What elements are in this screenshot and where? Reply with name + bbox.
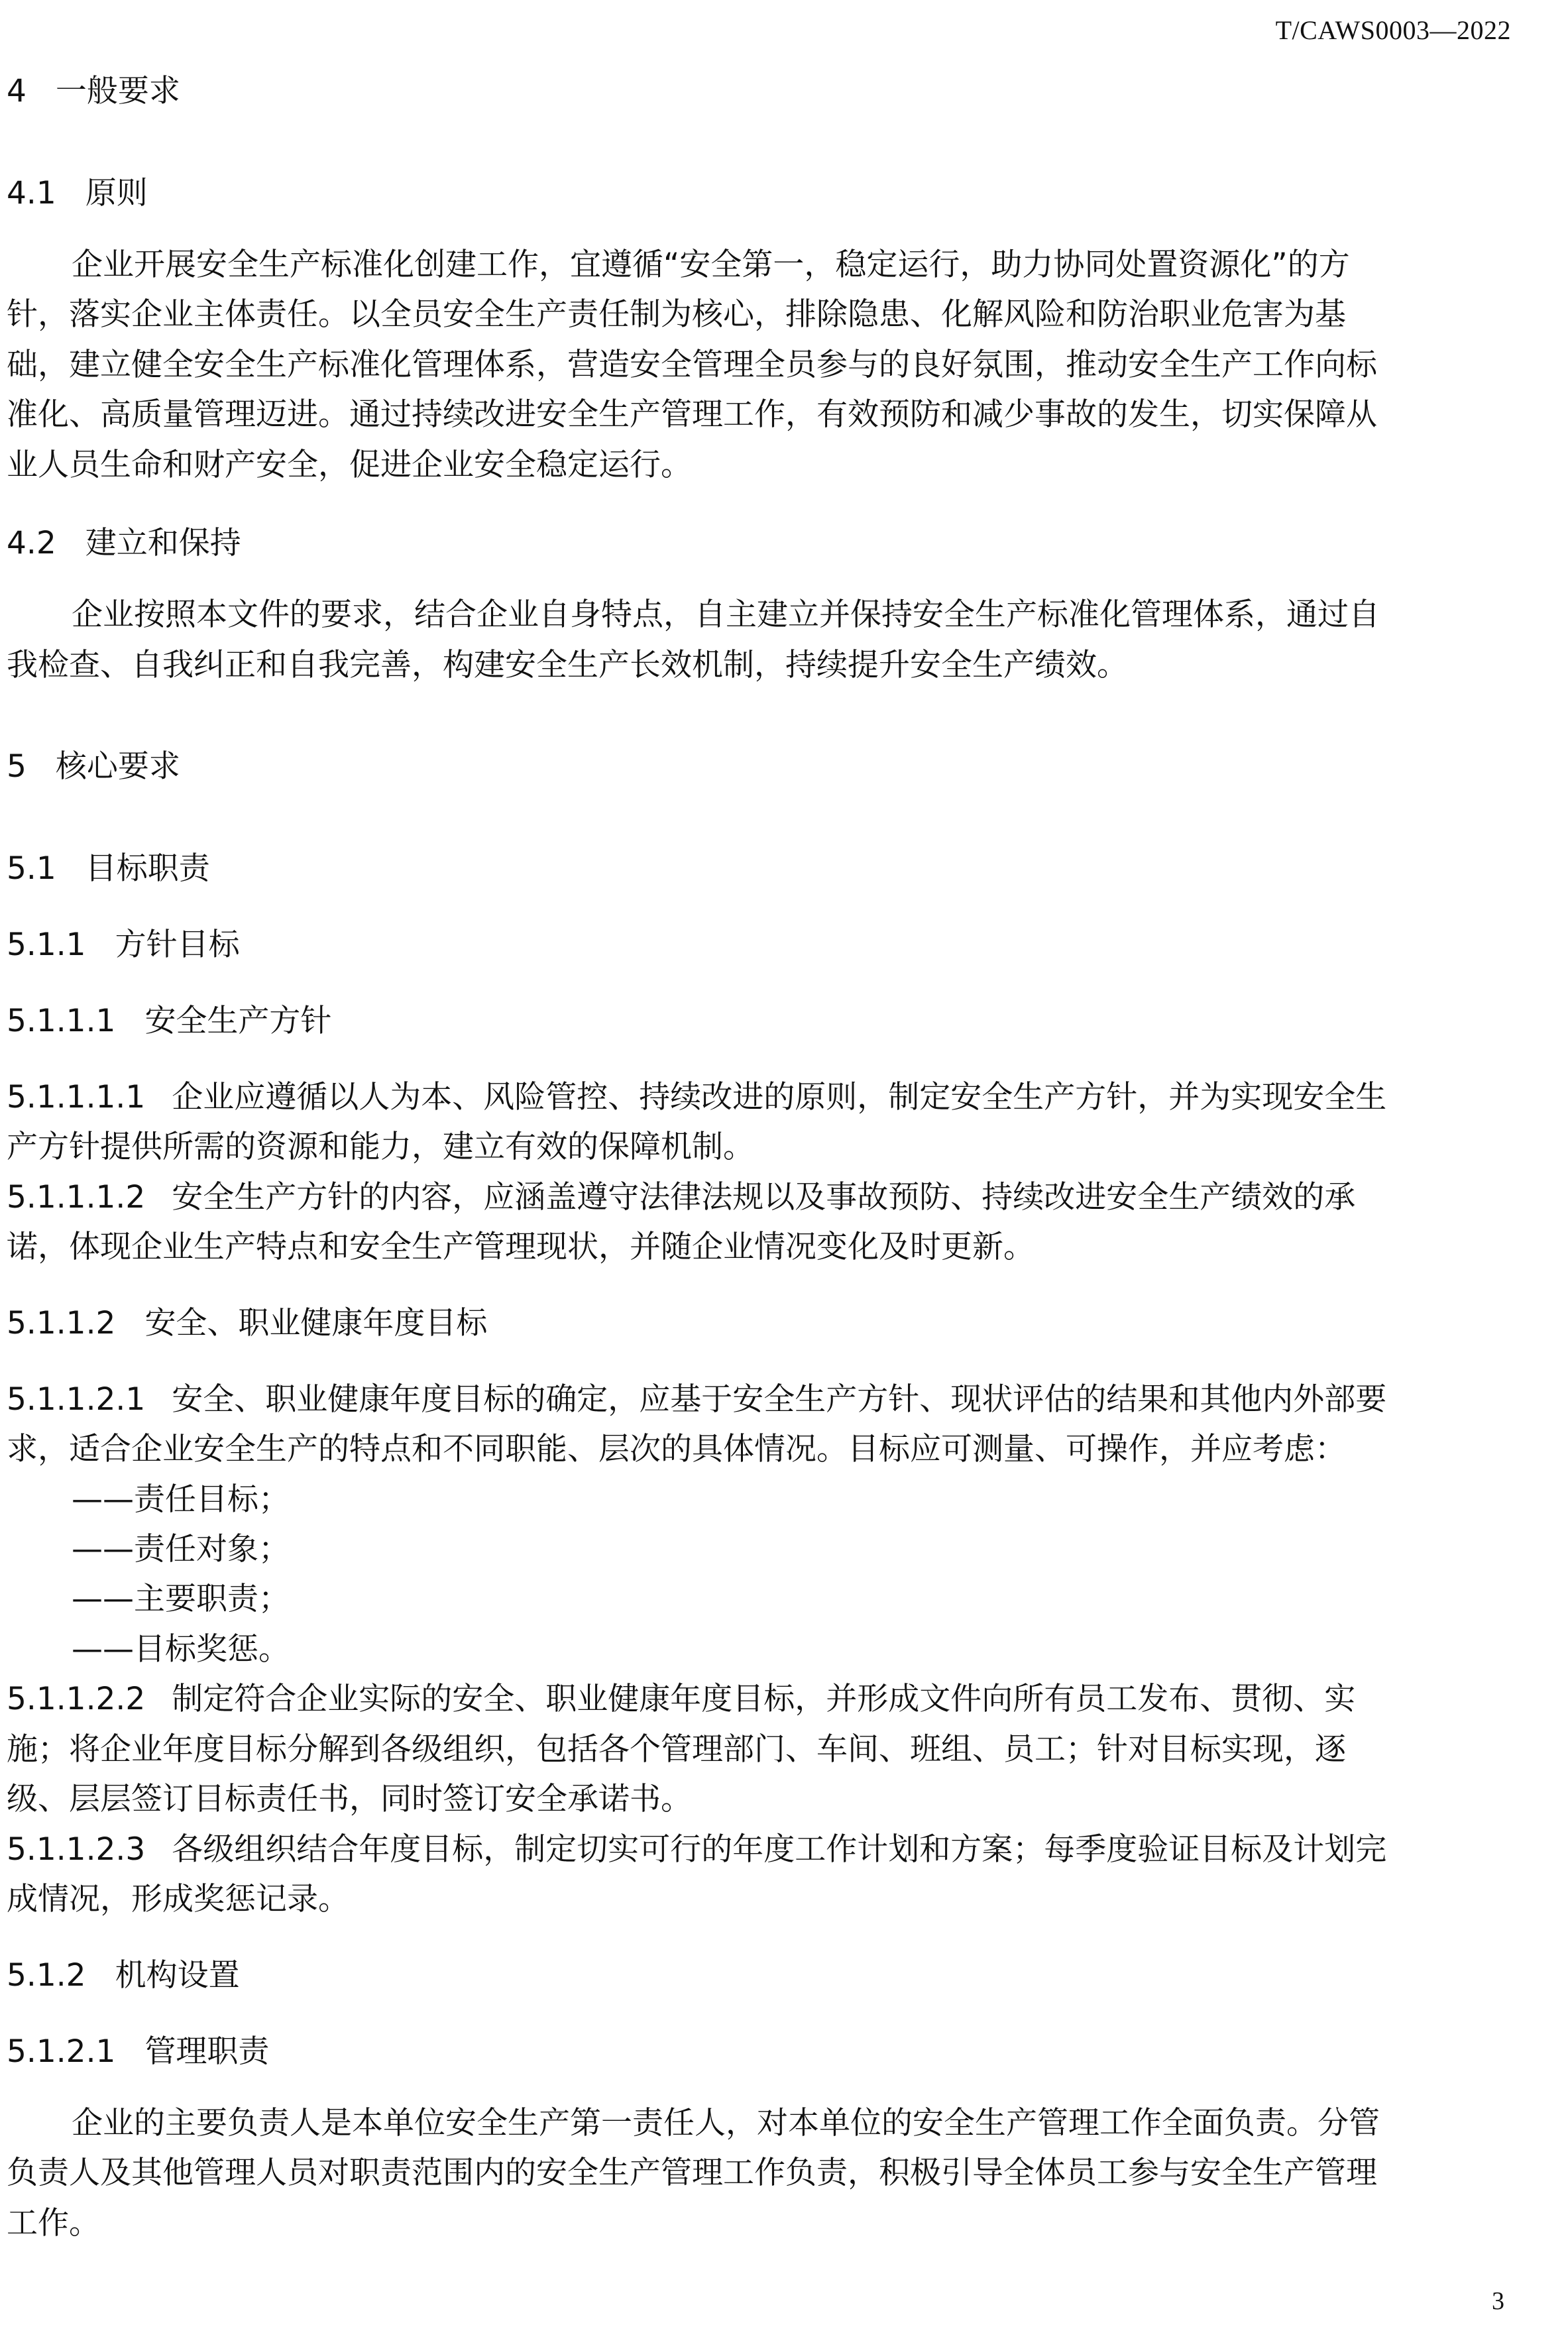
clause-number: 5.1.1.1.2 [7, 1179, 146, 1216]
clause-5-1-1-2-1 [7, 1380, 1386, 1420]
clause-text: 安全生产方针的内容，应涵盖遵守法律法规以及事故预防、持续改进安全生产绩效的承 [172, 1179, 1356, 1216]
clause-text: 制定符合企业实际的安全、职业健康年度目标，并形成文件向所有员工发布、贯彻、实 [172, 1681, 1356, 1717]
clause-5-1-1-2-3 [7, 1830, 1386, 1870]
paragraph-line: 级、层层签订目标责任书，同时签订安全承诺书。 [7, 1781, 692, 1817]
clause-number: 5.1.1.2.2 [7, 1681, 146, 1717]
section-number: 4.2 [7, 525, 56, 561]
section-number: 5.1.2 [7, 1957, 86, 1994]
section-5-1-2-heading [7, 1956, 240, 1996]
section-title: 方针目标 [115, 927, 240, 963]
list-item: ——责任目标； [72, 1481, 290, 1518]
section-title: 安全、职业健康年度目标 [144, 1305, 488, 1341]
section-title: 一般要求 [55, 73, 180, 109]
paragraph-line: 我检查、自我纠正和自我完善，构建安全生产长效机制，持续提升安全生产绩效。 [7, 647, 1128, 683]
paragraph-line: 负责人及其他管理人员对职责范围内的安全生产管理工作负责，积极引导全体员工参与安全生产管理 [7, 2155, 1377, 2191]
section-5-1-1-heading [7, 925, 240, 965]
paragraph-line: 工作。 [7, 2205, 100, 2241]
section-5-1-2-1-heading [7, 2032, 269, 2072]
paragraph-line: 业人员生命和财产安全，促进企业安全稳定运行。 [7, 447, 692, 483]
paragraph-line: 成情况，形成奖惩记录。 [7, 1881, 349, 1917]
section-4-2-heading [7, 524, 241, 563]
section-5-1-1-1-heading [7, 1001, 331, 1041]
section-title: 机构设置 [115, 1957, 240, 1994]
list-item: ——主要职责； [72, 1581, 290, 1617]
paragraph-line: 企业的主要负责人是本单位安全生产第一责任人，对本单位的安全生产管理工作全面负责。分管 [72, 2105, 1380, 2141]
paragraph-line: 施；将企业年度目标分解到各级组织，包括各个管理部门、车间、班组、员工；针对目标实现，逐 [7, 1731, 1346, 1768]
section-title: 核心要求 [55, 748, 180, 785]
section-5-1-heading [7, 849, 210, 889]
paragraph-line: 针，落实企业主体责任。以全员安全生产责任制为核心，排除隐患、化解风险和防治职业危害为基 [7, 296, 1346, 333]
section-4-1-heading [7, 174, 148, 213]
paragraph-line: 企业开展安全生产标准化创建工作，宜遵循“安全第一，稳定运行，助力协同处置资源化”的方 [72, 247, 1350, 283]
paragraph-line: 准化、高质量管理迈进。通过持续改进安全生产管理工作，有效预防和减少事故的发生，切实保障从 [7, 396, 1377, 433]
section-number: 4.1 [7, 175, 56, 211]
clause-text: 企业应遵循以人为本、风险管控、持续改进的原则，制定安全生产方针，并为实现安全生 [172, 1079, 1387, 1115]
clause-text: 安全、职业健康年度目标的确定，应基于安全生产方针、现状评估的结果和其他内外部要 [172, 1381, 1387, 1418]
section-number: 5 [7, 748, 27, 785]
section-title: 目标职责 [85, 850, 210, 887]
section-5-1-1-2-heading [7, 1304, 487, 1343]
document-code: T/CAWS0003—2022 [1275, 15, 1511, 45]
clause-number: 5.1.1.2.1 [7, 1381, 146, 1418]
paragraph-line: 产方针提供所需的资源和能力，建立有效的保障机制。 [7, 1129, 754, 1165]
section-number: 5.1.1.2 [7, 1305, 116, 1341]
clause-text: 各级组织结合年度目标，制定切实可行的年度工作计划和方案；每季度验证目标及计划完 [172, 1831, 1387, 1868]
clause-number: 5.1.1.2.3 [7, 1831, 146, 1868]
clause-number: 5.1.1.1.1 [7, 1079, 146, 1115]
section-title: 管理职责 [144, 2033, 270, 2070]
clause-5-1-1-1-2 [7, 1178, 1355, 1218]
list-item: ——目标奖惩。 [72, 1631, 290, 1668]
page-number: 3 [1492, 2287, 1504, 2315]
section-number: 5.1 [7, 850, 56, 887]
section-number: 5.1.1.1 [7, 1003, 116, 1039]
section-title: 安全生产方针 [144, 1003, 332, 1039]
clause-5-1-1-2-2 [7, 1679, 1355, 1719]
section-4-heading [7, 72, 180, 111]
section-5-heading [7, 747, 180, 787]
clause-5-1-1-1-1 [7, 1078, 1386, 1117]
paragraph-line: 诺，体现企业生产特点和安全生产管理现状，并随企业情况变化及时更新。 [7, 1229, 1035, 1265]
paragraph-line: 企业按照本文件的要求，结合企业自身特点，自主建立并保持安全生产标准化管理体系，通过自 [72, 596, 1380, 633]
section-number: 4 [7, 73, 27, 109]
section-title: 建立和保持 [85, 525, 241, 561]
paragraph-line: 础，建立健全安全生产标准化管理体系，营造安全管理全员参与的良好氛围，推动安全生产工作向标 [7, 347, 1377, 383]
section-number: 5.1.1 [7, 927, 86, 963]
section-title: 原则 [85, 175, 148, 211]
paragraph-line: 求，适合企业安全生产的特点和不同职能、层次的具体情况。目标应可测量、可操作，并应考虑： [7, 1431, 1346, 1467]
section-number: 5.1.2.1 [7, 2033, 116, 2070]
list-item: ——责任对象； [72, 1531, 290, 1567]
